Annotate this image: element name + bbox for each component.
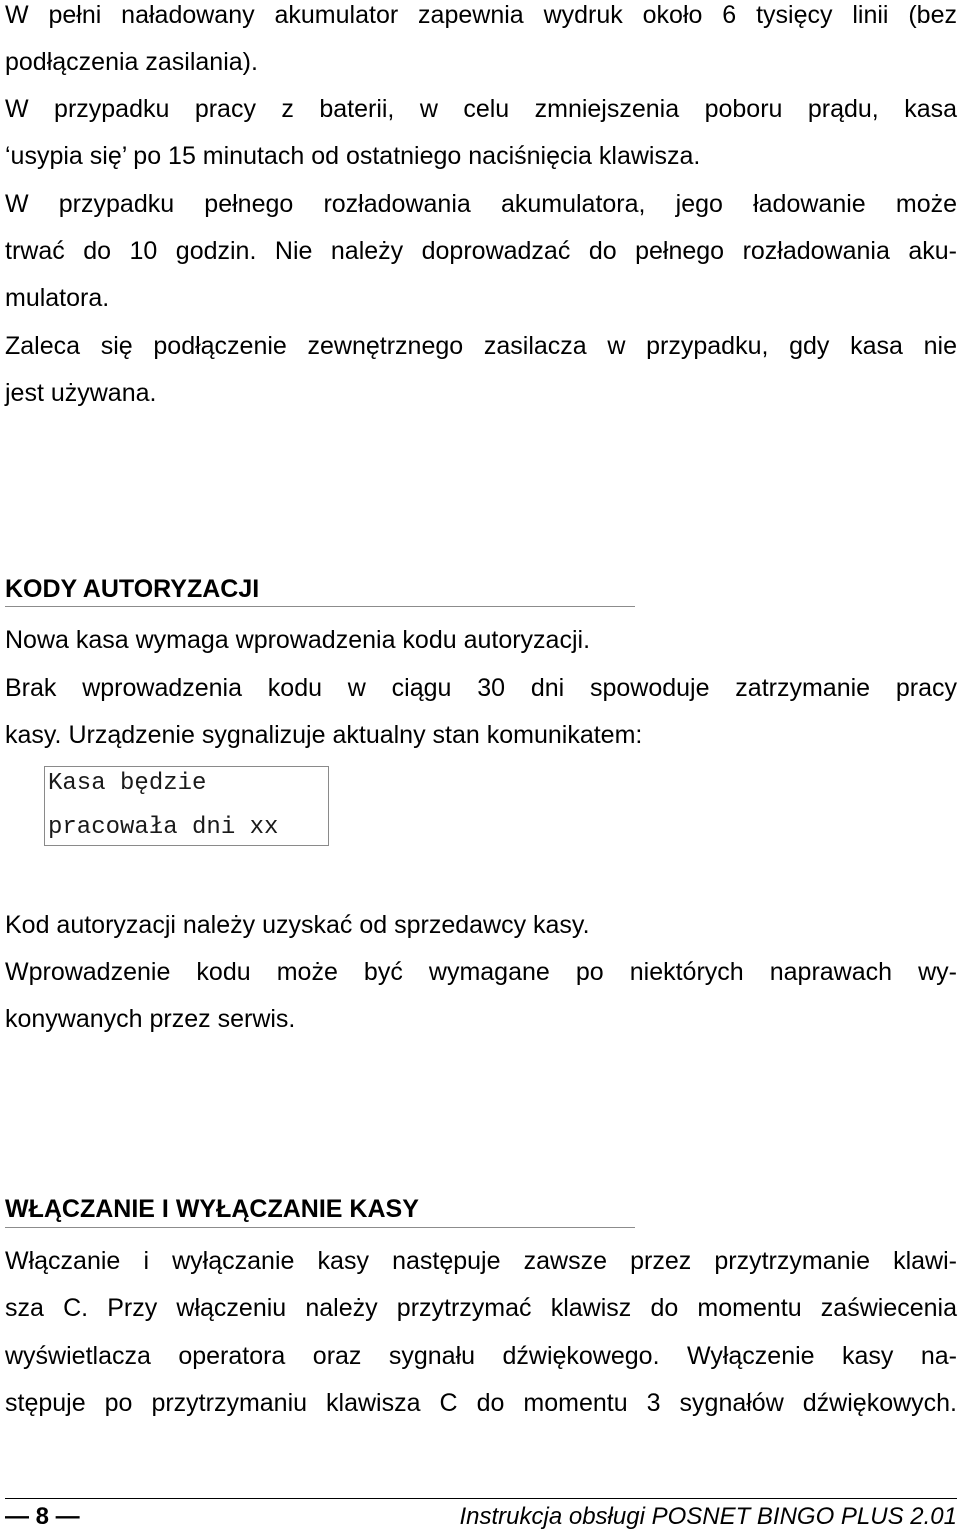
intro-line: podłączenia zasilania).: [5, 48, 258, 76]
power-line: sza C. Przy włączeniu należy przytrzymać klawisz do momentu zaświecenia: [5, 1294, 957, 1322]
document-page: [5, 0, 957, 1536]
operator-display-message: [44, 766, 329, 846]
power-line: Włączanie i wyłączanie kasy następuje zawsze przez przytrzymanie klawi-: [5, 1247, 957, 1275]
intro-line: W pełni naładowany akumulator zapewnia wydruk około 6 tysięcy linii (bez: [5, 1, 957, 29]
auth-after-line: konywanych przez serwis.: [5, 1005, 296, 1033]
auth-line: Nowa kasa wymaga wprowadzenia kodu autoryzacji.: [5, 626, 591, 654]
page-number: — 8 —: [5, 1503, 80, 1530]
intro-line: mulatora.: [5, 284, 110, 312]
display-line-1: Kasa będzie: [48, 770, 207, 797]
power-line: wyświetlacza operatora oraz sygnału dźwiękowego. Wyłączenie kasy na-: [5, 1342, 957, 1370]
section-heading-auth-codes: KODY AUTORYZACJI: [5, 575, 260, 603]
auth-after-line: Wprowadzenie kodu może być wymagane po niektórych naprawach wy-: [5, 958, 957, 986]
section-heading-power: WŁĄCZANIE I WYŁĄCZANIE KASY: [5, 1195, 419, 1223]
display-line-2: pracowała dni xx: [48, 814, 279, 841]
footer-rule: [5, 1498, 957, 1499]
document-title-footer: Instrukcja obsługi POSNET BINGO PLUS 2.01: [459, 1503, 957, 1530]
intro-line: jest używana.: [5, 379, 157, 407]
intro-line: ‘usypia się’ po 15 minutach od ostatniego naciśnięcia klawisza.: [5, 142, 701, 170]
section-divider: [5, 606, 635, 607]
intro-line: Zaleca się podłączenie zewnętrznego zasilacza w przypadku, gdy kasa nie: [5, 332, 957, 360]
auth-after-line: Kod autoryzacji należy uzyskać od sprzedawcy kasy.: [5, 911, 590, 939]
intro-line: W przypadku pełnego rozładowania akumulatora, jego ładowanie może: [5, 190, 957, 218]
intro-line: trwać do 10 godzin. Nie należy doprowadzać do pełnego rozładowania aku-: [5, 237, 957, 265]
auth-line: Brak wprowadzenia kodu w ciągu 30 dni spowoduje zatrzymanie pracy: [5, 674, 957, 702]
power-line: stępuje po przytrzymaniu klawisza C do momentu 3 sygnałów dźwiękowych.: [5, 1389, 957, 1417]
auth-line: kasy. Urządzenie sygnalizuje aktualny stan komunikatem:: [5, 721, 643, 749]
section-divider: [5, 1227, 635, 1228]
intro-line: W przypadku pracy z baterii, w celu zmniejszenia poboru prądu, kasa: [5, 95, 957, 123]
